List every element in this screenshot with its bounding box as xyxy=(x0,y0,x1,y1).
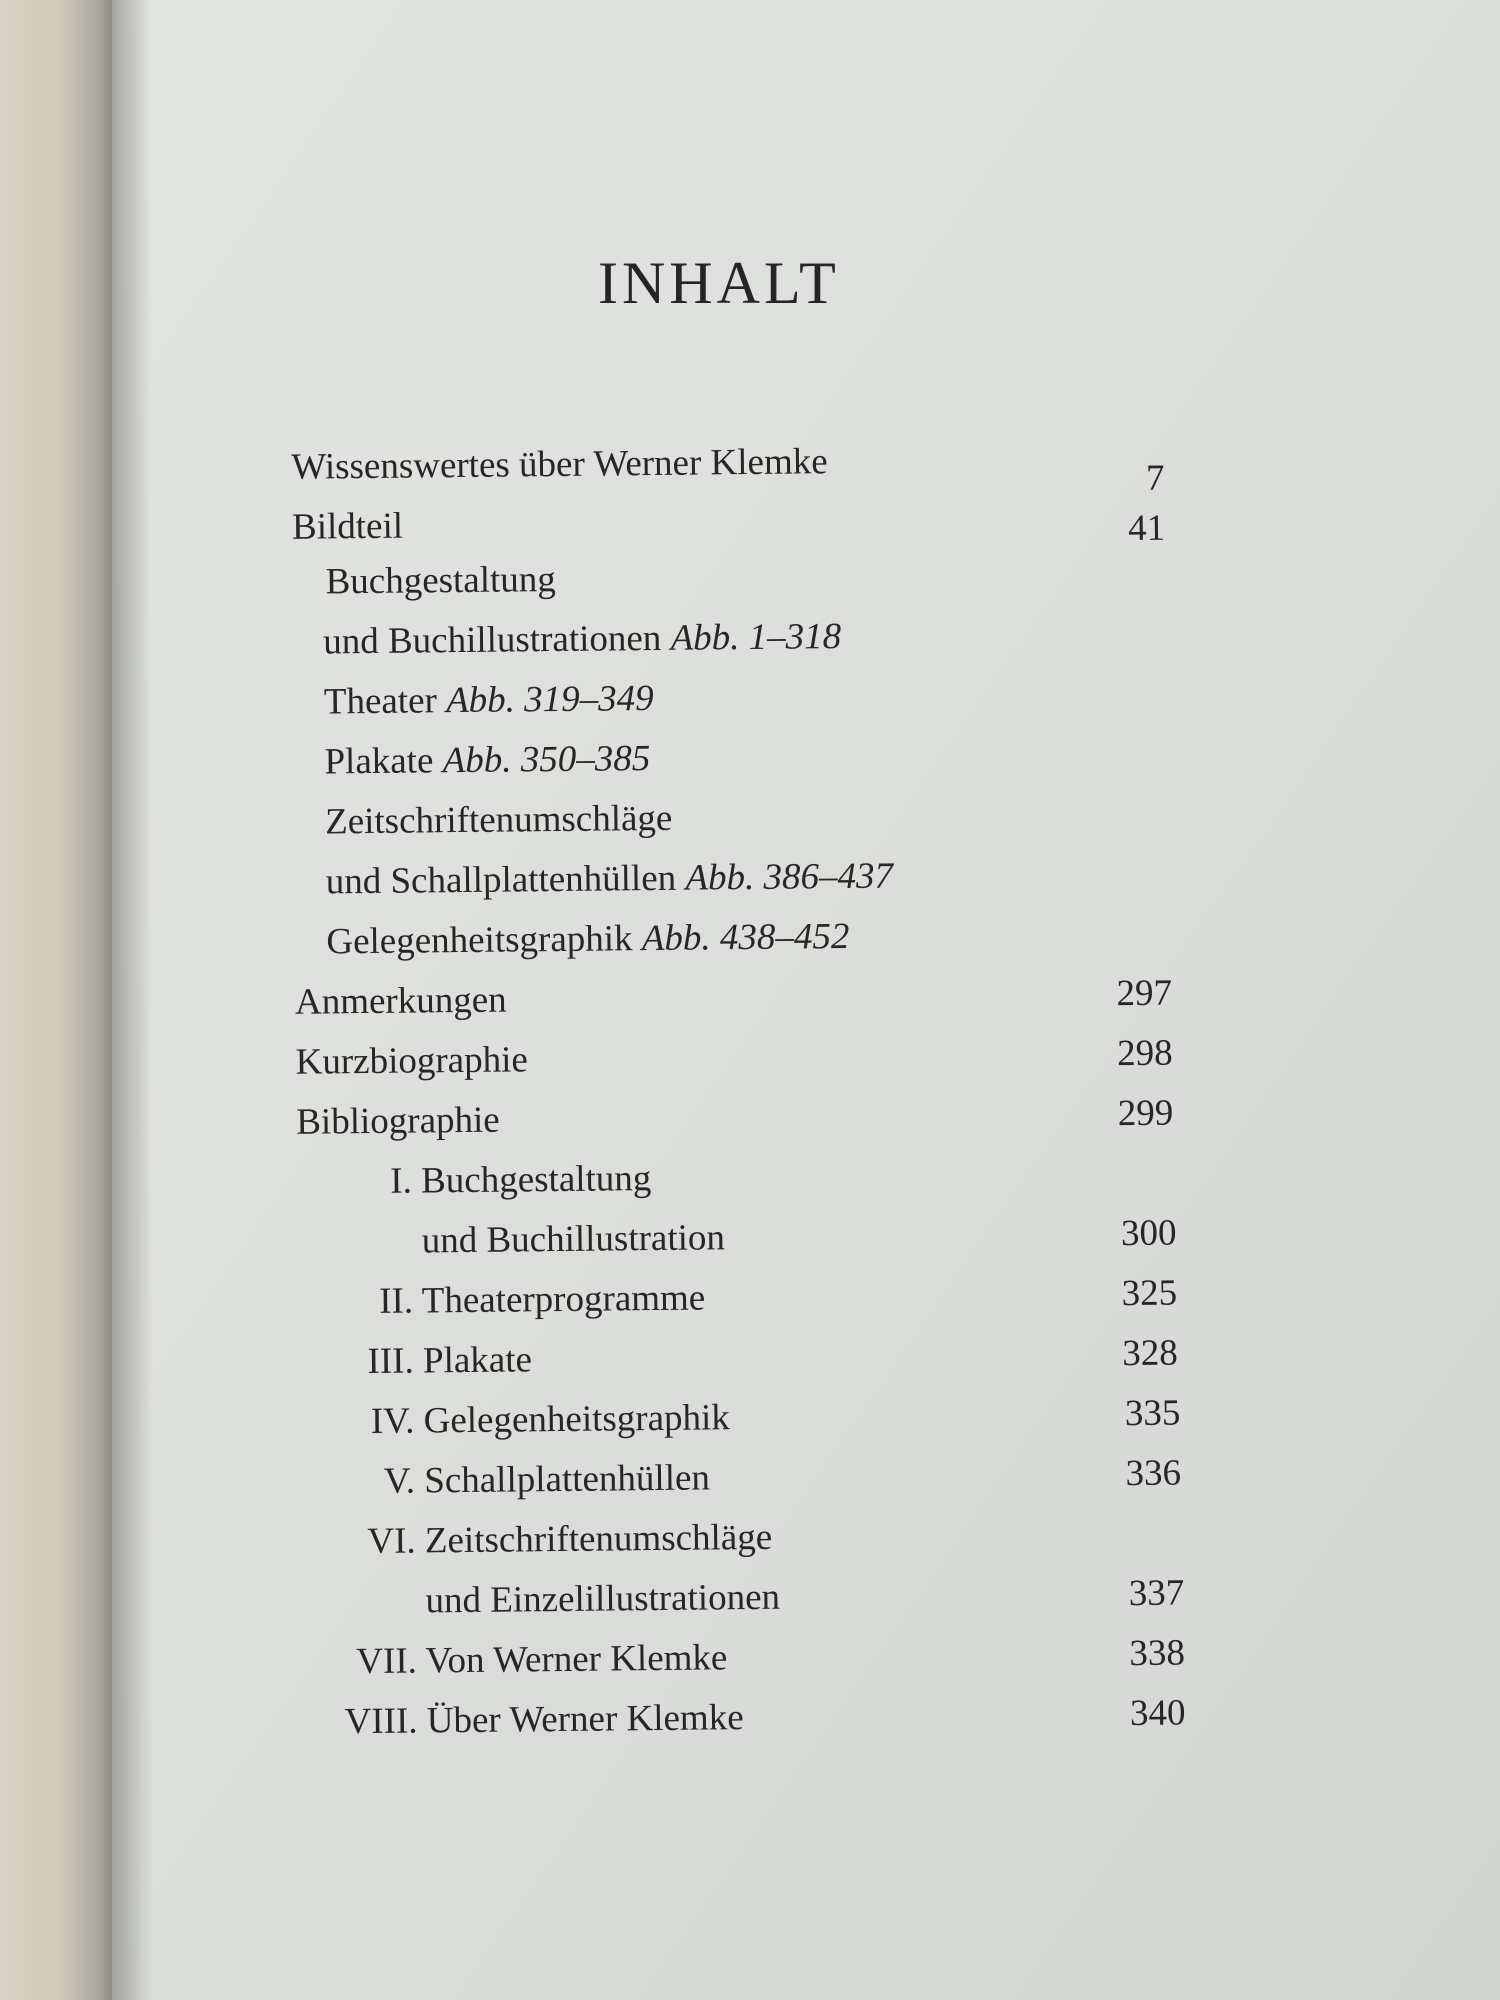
toc-entry xyxy=(325,555,556,607)
toc-entry xyxy=(323,612,841,667)
toc-entry-label: Zeitschriftenumschläge xyxy=(324,797,673,843)
toc-roman-numeral: III. xyxy=(367,1340,414,1383)
toc-roman-numeral: IV. xyxy=(370,1400,415,1442)
toc-entry xyxy=(305,1453,710,1507)
toc-entry xyxy=(305,1513,772,1568)
toc-page-number: 297 xyxy=(1116,972,1173,1015)
toc-page-number: 300 xyxy=(1120,1212,1177,1255)
toc-entry-label: Bildteil xyxy=(291,505,404,548)
toc-entry-label: Plakate xyxy=(422,1339,533,1382)
toc-entry xyxy=(307,1693,744,1748)
toc-entry xyxy=(303,1273,706,1327)
toc-entry xyxy=(304,1393,730,1447)
toc-entry-label: und Schallplattenhüllen xyxy=(325,857,677,903)
toc-figure-range: Abb. 350–385 xyxy=(442,738,651,782)
toc-page-number: 328 xyxy=(1122,1332,1178,1375)
toc-entry xyxy=(296,1096,500,1148)
toc-entry xyxy=(326,912,850,967)
toc-entry-label: Gelegenheitsgraphik xyxy=(423,1397,731,1442)
toc-entry xyxy=(324,674,654,727)
toc-figure-range: Abb. 438–452 xyxy=(641,915,850,960)
toc-page-number: 338 xyxy=(1129,1632,1186,1675)
toc-roman-numeral: VII. xyxy=(356,1640,418,1683)
toc-page-number: 337 xyxy=(1128,1572,1185,1615)
toc-entry-label: Von Werner Klemke xyxy=(425,1637,728,1682)
toc-figure-range: Abb. 1–318 xyxy=(670,616,842,659)
toc-entry-label: Wissenswertes über Werner Klemke xyxy=(291,441,828,488)
toc-figure-range: Abb. 386–437 xyxy=(685,855,894,899)
toc-entry xyxy=(292,502,404,553)
toc-entry-label: Theater xyxy=(323,680,438,723)
toc-entry-label: Gelegenheitsgraphik xyxy=(326,918,633,963)
toc-entry-label: Buchgestaltung xyxy=(325,559,556,603)
toc-entry-label: und Buchillustration xyxy=(421,1217,726,1262)
toc-entry-label: und Einzelillustrationen xyxy=(425,1576,781,1622)
toc-page-number: 340 xyxy=(1129,1692,1186,1735)
toc-entry-label: Über Werner Klemke xyxy=(426,1697,744,1742)
toc-entry xyxy=(304,1335,533,1387)
toc-roman-numeral: VIII. xyxy=(344,1700,418,1743)
toc-entry-label: Zeitschriftenumschläge xyxy=(424,1516,773,1562)
toc-entry xyxy=(306,1573,780,1628)
toc-page-number: 325 xyxy=(1121,1272,1178,1315)
toc-entry-label: Buchgestaltung xyxy=(420,1158,652,1202)
toc-entry-label: Plakate xyxy=(324,740,434,783)
toc-entry xyxy=(325,851,893,907)
toc-page-number: 336 xyxy=(1125,1452,1182,1495)
toc-roman-numeral: I. xyxy=(390,1160,413,1202)
toc-roman-numeral: V. xyxy=(383,1460,416,1502)
toc-entry xyxy=(295,976,507,1028)
toc-page-number: 41 xyxy=(1127,507,1166,550)
toc-page-number: 7 xyxy=(1145,457,1165,499)
page-title: INHALT xyxy=(598,250,840,316)
toc-entry xyxy=(295,1035,528,1087)
toc-figure-range: Abb. 319–349 xyxy=(445,677,654,722)
toc-entry xyxy=(325,794,673,848)
toc-roman-numeral: VI. xyxy=(367,1520,416,1563)
toc-entry-label: Schallplattenhüllen xyxy=(424,1457,711,1502)
toc-entry xyxy=(291,437,828,493)
toc-entry-label: und Buchillustrationen xyxy=(323,617,662,663)
toc-entry-label: Kurzbiographie xyxy=(295,1039,529,1083)
toc-page-number: 299 xyxy=(1117,1092,1174,1135)
toc-entry-label: Bibliographie xyxy=(296,1099,500,1143)
toc-page-number: 335 xyxy=(1124,1392,1181,1435)
toc-entry xyxy=(307,1633,728,1687)
toc-entry-label: Theaterprogramme xyxy=(421,1277,706,1322)
toc-page-number: 298 xyxy=(1116,1032,1173,1075)
toc-entry-label: Anmerkungen xyxy=(294,979,507,1023)
toc-entry xyxy=(302,1213,725,1267)
toc-entry xyxy=(324,734,650,787)
toc-roman-numeral: II. xyxy=(379,1280,414,1322)
toc-entry xyxy=(302,1154,652,1208)
